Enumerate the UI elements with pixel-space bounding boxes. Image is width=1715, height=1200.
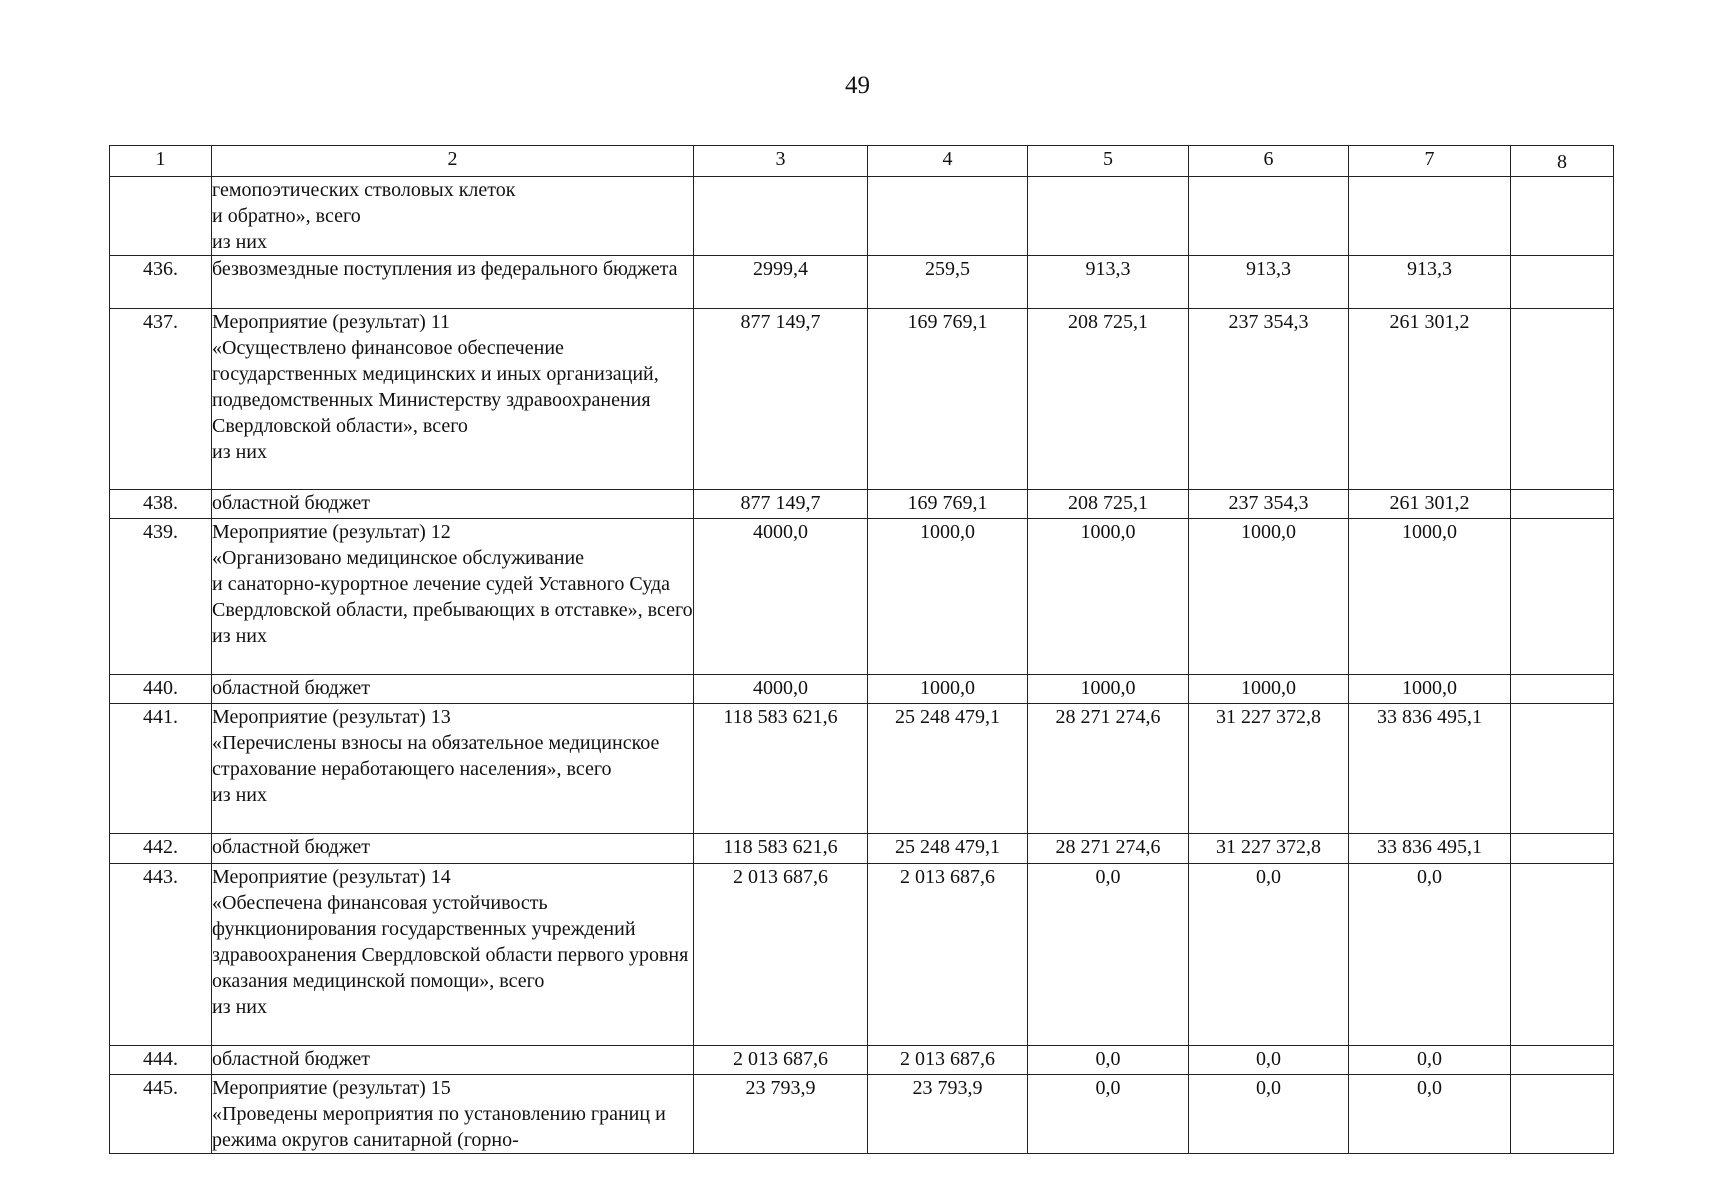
value-col5: 1000,0 [1028, 675, 1189, 704]
value-col6 [1189, 177, 1349, 256]
table-row [110, 1075, 1614, 1154]
value-col6: 237 354,3 [1189, 309, 1349, 490]
value-col4: 25 248 479,1 [868, 704, 1028, 834]
value-col3: 877 149,7 [694, 490, 868, 519]
row-number: 442. [110, 834, 212, 864]
value-col7: 0,0 [1349, 1075, 1511, 1154]
table-row [110, 519, 1614, 675]
value-col7: 261 301,2 [1349, 490, 1511, 519]
table-row [110, 675, 1614, 704]
table-row [110, 834, 1614, 864]
value-col7 [1349, 177, 1511, 256]
row-number: 439. [110, 519, 212, 675]
row-name: Мероприятие (результат) 11 «Осуществлено финансовое обеспечение государственных медицинских и иных организаций, подведомственных Министерству здравоохранения Свердловской области», всего из них [212, 309, 694, 490]
value-col6: 1000,0 [1189, 675, 1349, 704]
row-name: Мероприятие (результат) 12 «Организовано медицинское обслуживание и санаторно-курортное лечение судей Уставного Суда Свердловской области, пребывающих в отставке», всего из них [212, 519, 694, 675]
value-col8 [1511, 675, 1614, 704]
value-col5: 0,0 [1028, 1046, 1189, 1075]
value-col7: 1000,0 [1349, 675, 1511, 704]
value-col5: 28 271 274,6 [1028, 704, 1189, 834]
value-col8 [1511, 519, 1614, 675]
row-number: 441. [110, 704, 212, 834]
column-header: 8 [1511, 146, 1614, 177]
value-col3: 2 013 687,6 [694, 864, 868, 1046]
column-header: 3 [694, 146, 868, 177]
value-col8 [1511, 309, 1614, 490]
value-col8 [1511, 177, 1614, 256]
value-col3: 877 149,7 [694, 309, 868, 490]
value-col4: 169 769,1 [868, 490, 1028, 519]
table-row [110, 864, 1614, 1046]
value-col8 [1511, 256, 1614, 309]
row-number: 438. [110, 490, 212, 519]
value-col5: 913,3 [1028, 256, 1189, 309]
column-header: 1 [110, 146, 212, 177]
value-col5: 0,0 [1028, 864, 1189, 1046]
value-col6: 1000,0 [1189, 519, 1349, 675]
row-name: гемопоэтических стволовых клеток и обратно», всего из них [212, 177, 694, 256]
value-col6: 0,0 [1189, 1075, 1349, 1154]
row-name: областной бюджет [212, 675, 694, 704]
column-header: 7 [1349, 146, 1511, 177]
value-col8 [1511, 1075, 1614, 1154]
page-number: 49 [845, 72, 870, 99]
value-col4 [868, 177, 1028, 256]
column-header: 2 [212, 146, 694, 177]
row-number: 437. [110, 309, 212, 490]
value-col8 [1511, 704, 1614, 834]
row-number: 445. [110, 1075, 212, 1154]
value-col4: 23 793,9 [868, 1075, 1028, 1154]
value-col7: 913,3 [1349, 256, 1511, 309]
value-col4: 169 769,1 [868, 309, 1028, 490]
value-col6: 31 227 372,8 [1189, 834, 1349, 864]
budget-table [109, 145, 1614, 1154]
value-col4: 25 248 479,1 [868, 834, 1028, 864]
row-number [110, 177, 212, 256]
row-number: 444. [110, 1046, 212, 1075]
column-number-row [110, 146, 1614, 177]
value-col7: 33 836 495,1 [1349, 704, 1511, 834]
column-header: 5 [1028, 146, 1189, 177]
row-number: 436. [110, 256, 212, 309]
row-number: 440. [110, 675, 212, 704]
value-col6: 31 227 372,8 [1189, 704, 1349, 834]
value-col5: 0,0 [1028, 1075, 1189, 1154]
row-name: Мероприятие (результат) 13 «Перечислены взносы на обязательное медицинское страхование неработающего населения», всего из них [212, 704, 694, 834]
value-col7: 0,0 [1349, 1046, 1511, 1075]
value-col6: 913,3 [1189, 256, 1349, 309]
value-col6: 0,0 [1189, 864, 1349, 1046]
column-header: 6 [1189, 146, 1349, 177]
value-col8 [1511, 490, 1614, 519]
value-col6: 237 354,3 [1189, 490, 1349, 519]
value-col5: 208 725,1 [1028, 490, 1189, 519]
row-name: областной бюджет [212, 834, 694, 864]
value-col8 [1511, 1046, 1614, 1075]
value-col3: 4000,0 [694, 519, 868, 675]
value-col4: 2 013 687,6 [868, 1046, 1028, 1075]
value-col3: 2 013 687,6 [694, 1046, 868, 1075]
row-name: областной бюджет [212, 1046, 694, 1075]
value-col8 [1511, 864, 1614, 1046]
value-col5: 28 271 274,6 [1028, 834, 1189, 864]
table-row [110, 704, 1614, 834]
value-col4: 259,5 [868, 256, 1028, 309]
row-name: Мероприятие (результат) 14 «Обеспечена финансовая устойчивость функционирования государственных учреждений здравоохранения Свердловской области первого уровня оказания медицинской помощи», всего из них [212, 864, 694, 1046]
table-row [110, 177, 1614, 256]
value-col3: 23 793,9 [694, 1075, 868, 1154]
value-col5: 208 725,1 [1028, 309, 1189, 490]
value-col4: 1000,0 [868, 519, 1028, 675]
table-row [110, 256, 1614, 309]
value-col3 [694, 177, 868, 256]
column-header: 4 [868, 146, 1028, 177]
value-col7: 33 836 495,1 [1349, 834, 1511, 864]
table-row [110, 309, 1614, 490]
row-name: Мероприятие (результат) 15 «Проведены мероприятия по установлению границ и режима округов санитарной (горно- [212, 1075, 694, 1154]
value-col3: 118 583 621,6 [694, 834, 868, 864]
value-col3: 2999,4 [694, 256, 868, 309]
value-col8 [1511, 834, 1614, 864]
row-name: безвозмездные поступления из федерального бюджета [212, 256, 694, 309]
value-col7: 261 301,2 [1349, 309, 1511, 490]
value-col4: 2 013 687,6 [868, 864, 1028, 1046]
value-col5 [1028, 177, 1189, 256]
value-col3: 118 583 621,6 [694, 704, 868, 834]
value-col5: 1000,0 [1028, 519, 1189, 675]
row-number: 443. [110, 864, 212, 1046]
row-name: областной бюджет [212, 490, 694, 519]
value-col4: 1000,0 [868, 675, 1028, 704]
value-col6: 0,0 [1189, 1046, 1349, 1075]
value-col3: 4000,0 [694, 675, 868, 704]
table-row [110, 490, 1614, 519]
value-col7: 0,0 [1349, 864, 1511, 1046]
table-row [110, 1046, 1614, 1075]
value-col7: 1000,0 [1349, 519, 1511, 675]
